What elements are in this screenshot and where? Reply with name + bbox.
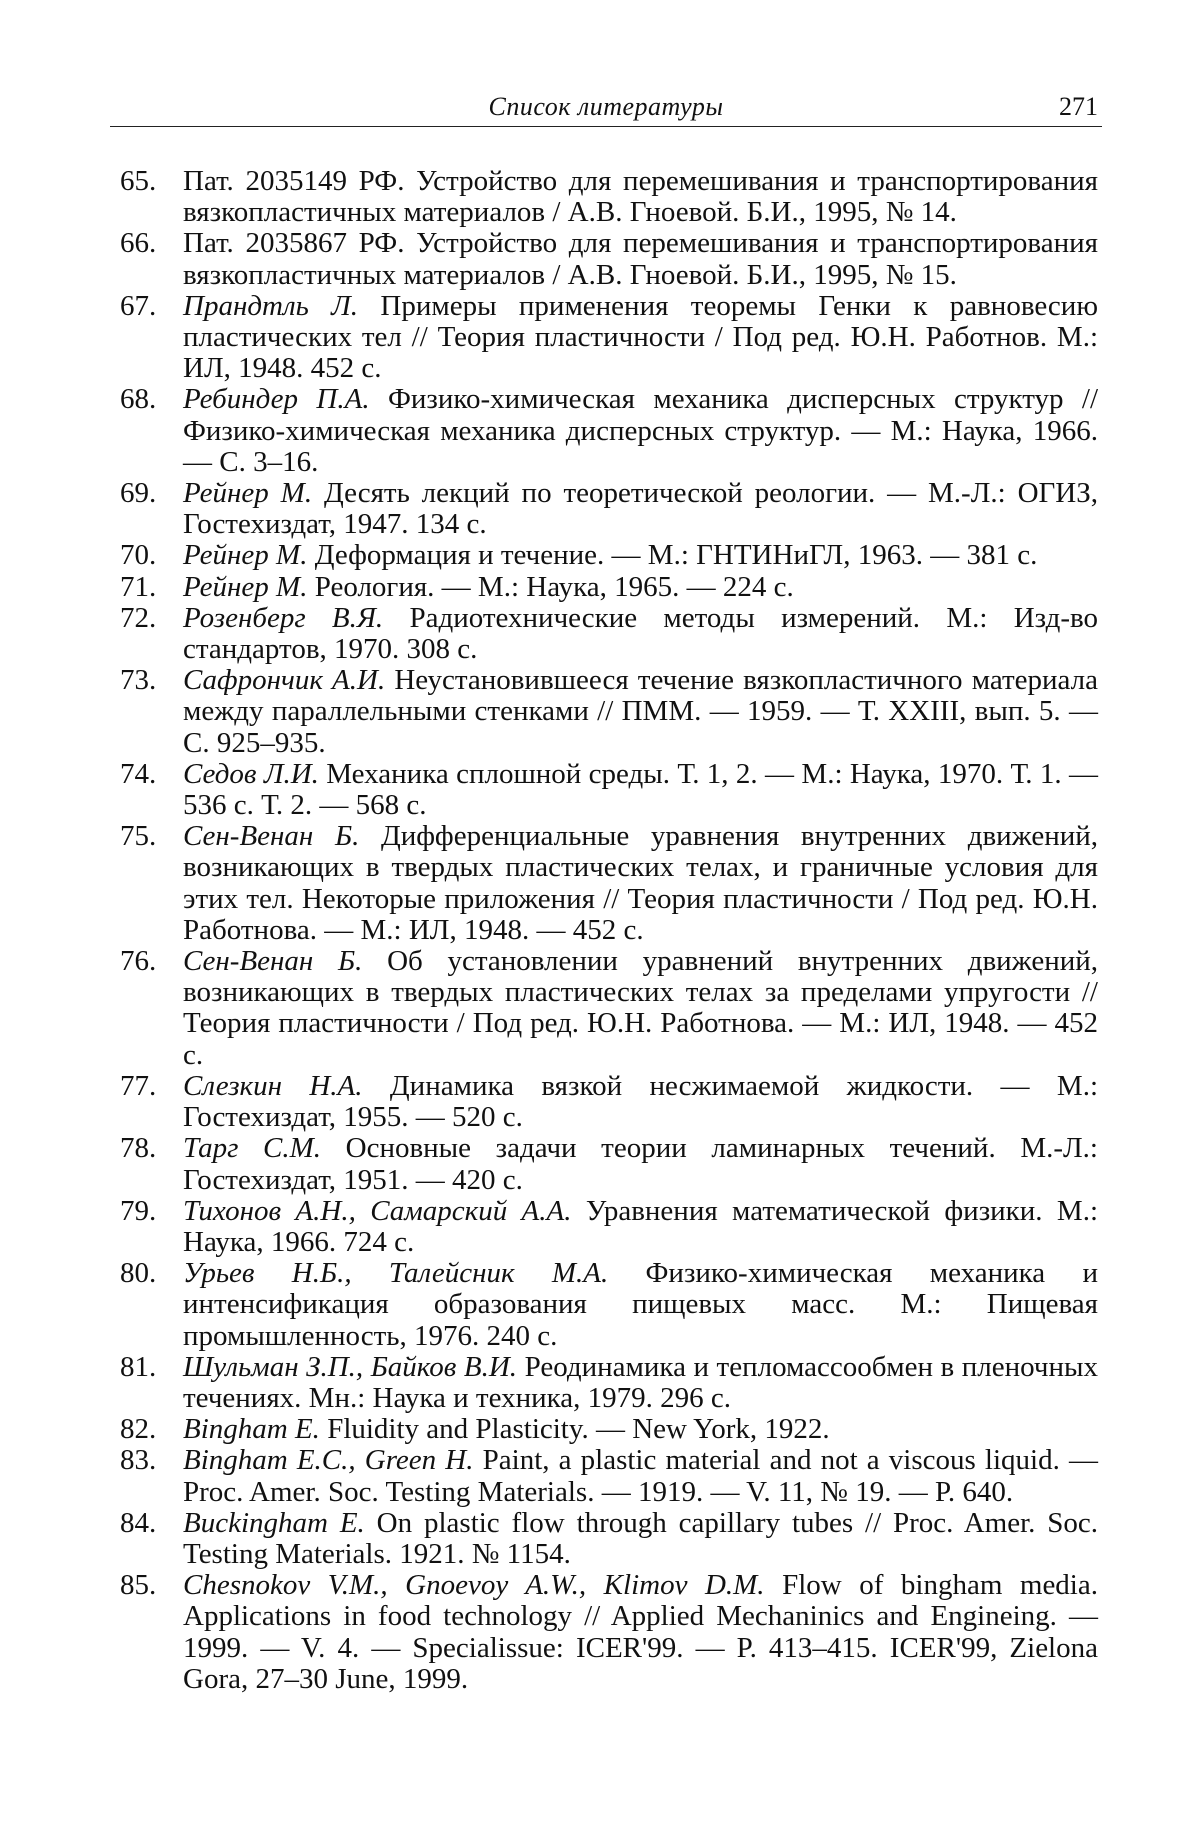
reference-text: Радиотехнические методы измерений. М.: Изд-во стандартов, 1970. 308 с.: [183, 601, 1098, 666]
reference-author: Рейнер М.: [183, 570, 308, 603]
reference-number: 81.: [120, 1350, 157, 1383]
reference-number: 71.: [120, 570, 157, 603]
reference-text: Реодинамика и тепломассообмен в пленочных течениях. Мн.: Наука и техника, 1979. 296 с.: [183, 1350, 1098, 1414]
reference-item: [120, 572, 1098, 603]
reference-number: 76.: [120, 945, 157, 978]
reference-author: Сен-Венан Б.: [183, 945, 363, 978]
reference-number: 82.: [120, 1413, 157, 1446]
reference-text: Неустановившееся течение вязкопластичного материала между параллельными стенками // ПММ. — 1959. — Т. XXIII, вып. 5. — С. 925–935.: [183, 664, 1098, 759]
reference-author: Рейнер М.: [183, 477, 313, 510]
reference-number: 80.: [120, 1257, 157, 1290]
reference-item: [120, 1508, 1098, 1570]
reference-number: 72.: [120, 601, 157, 634]
reference-text: Дифференциальные уравнения внутренних движений, возникающих в твердых пластических телах, и граничные условия для этих тел. Некоторые приложения // Теория пластичности / Под ред. Ю.Н. Работнова. — М.: ИЛ, 1948. — 452 с.: [183, 820, 1098, 946]
reference-author: Ребиндер П.А.: [183, 383, 370, 416]
reference-text: Деформация и течение. — М.: ГНТИНиГЛ, 1963. — 381 с.: [307, 539, 1038, 572]
reference-author: Buckingham E.: [183, 1506, 365, 1539]
reference-item: [120, 1258, 1098, 1352]
reference-text: Fluidity and Plasticity. — New York, 1922.: [319, 1413, 830, 1446]
reference-item: [120, 228, 1098, 290]
reference-number: 65.: [120, 165, 157, 197]
page-number: 271: [1059, 92, 1098, 121]
reference-number: 85.: [120, 1569, 157, 1602]
page-header: [110, 88, 1102, 127]
reference-author: Тихонов А.Н., Самарский А.А.: [183, 1194, 572, 1227]
reference-author: Прандтль Л.: [183, 289, 359, 322]
reference-item: [120, 1196, 1098, 1258]
reference-author: Сафрончик А.И.: [183, 664, 386, 697]
reference-item: [120, 946, 1098, 1071]
reference-author: Розенберг В.Я.: [183, 601, 384, 634]
reference-number: 74.: [120, 757, 157, 790]
reference-item: [120, 1414, 1098, 1445]
reference-text: Реология. — М.: Наука, 1965. — 224 с.: [307, 570, 794, 603]
reference-number: 77.: [120, 1069, 157, 1102]
reference-number: 75.: [120, 820, 157, 853]
reference-item: [120, 821, 1098, 946]
reference-author: Chesnokov V.M., Gnoevoy A.W., Klimov D.M.: [183, 1569, 765, 1602]
reference-text: Об установлении уравнений внутренних движений, возникающих в твердых пластических телах за пределами упругости // Теория пластичности / Под ред. Ю.Н. Работнова. — М.: ИЛ, 1948. — 452 с.: [183, 945, 1099, 1071]
reference-item: [120, 291, 1098, 385]
reference-text: Пат. 2035867 РФ. Устройство для перемешивания и транспортирования вязкопластичных материалов / А.В. Гноевой. Б.И., 1995, № 15.: [183, 227, 1098, 291]
reference-text: Физико-химическая механика и интенсификация образования пищевых масс. М.: Пищевая промышленность, 1976. 240 с.: [183, 1257, 1098, 1352]
reference-text: Flow of bingham media. Applications in food technology // Applied Mechaninics and Engineing. — 1999. — V. 4. — Specialissue: ICER'99. — P. 413–415. ICER'99, Zielona Gora, 27–30 June, 1999.: [183, 1569, 1098, 1695]
reference-number: 68.: [120, 383, 157, 416]
reference-list: [120, 166, 1098, 1695]
reference-author: Шульман З.П., Байков В.И.: [183, 1350, 518, 1383]
reference-number: 69.: [120, 477, 157, 510]
reference-author: Урьев Н.Б., Талейсник М.А.: [183, 1257, 609, 1290]
reference-author: Слезкин Н.А.: [183, 1069, 363, 1102]
reference-author: Тарг С.М.: [183, 1132, 322, 1165]
reference-item: [120, 1445, 1098, 1507]
reference-author: Рейнер М.: [183, 539, 308, 572]
reference-text: Физико-химическая механика дисперсных структур // Физико-химическая механика дисперсных структур. — М.: Наука, 1966. — С. 3–16.: [183, 383, 1098, 478]
reference-text: Примеры применения теоремы Генки к равновесию пластических тел // Теория пластичности / Под ред. Ю.Н. Работнов. М.: ИЛ, 1948. 452 с.: [183, 289, 1098, 385]
reference-text: Десять лекций по теоретической реологии. — М.-Л.: ОГИЗ, Гостехиздат, 1947. 134 с.: [183, 477, 1098, 541]
reference-text: Пат. 2035149 РФ. Устройство для перемешивания и транспортирования вязкопластичных материалов / А.В. Гноевой. Б.И., 1995, № 14.: [183, 165, 1098, 229]
reference-number: 66.: [120, 227, 157, 260]
reference-number: 73.: [120, 664, 157, 697]
reference-item: [120, 1570, 1098, 1695]
reference-item: [120, 540, 1098, 571]
reference-author: Седов Л.И.: [183, 757, 319, 790]
reference-number: 84.: [120, 1506, 157, 1539]
reference-item: [120, 384, 1098, 478]
reference-author: Bingham E.: [183, 1413, 320, 1446]
reference-item: [120, 478, 1098, 540]
reference-number: 78.: [120, 1132, 157, 1165]
reference-text: Динамика вязкой несжимаемой жидкости. — М.: Гостехиздат, 1955. — 520 с.: [183, 1069, 1098, 1134]
reference-text: Основные задачи теории ламинарных течений. М.-Л.: Гостехиздат, 1951. — 420 с.: [183, 1132, 1098, 1196]
reference-item: [120, 1071, 1098, 1133]
reference-text: Paint, a plastic material and not a viscous liquid. — Proc. Amer. Soc. Testing Materials. — 1919. — V. 11, № 19. — P. 640.: [183, 1444, 1098, 1508]
reference-item: [120, 166, 1098, 228]
reference-number: 70.: [120, 539, 157, 572]
reference-item: [120, 759, 1098, 821]
reference-number: 83.: [120, 1444, 157, 1477]
reference-item: [120, 1352, 1098, 1414]
reference-number: 79.: [120, 1194, 157, 1227]
reference-number: 67.: [120, 289, 157, 322]
reference-author: Bingham E.C., Green H.: [183, 1444, 474, 1477]
reference-item: [120, 665, 1098, 759]
reference-text: Уравнения математической физики. М.: Наука, 1966. 724 с.: [183, 1194, 1099, 1258]
reference-author: Сен-Венан Б.: [183, 820, 360, 853]
reference-item: [120, 1133, 1098, 1195]
reference-item: [120, 603, 1098, 665]
reference-text: On plastic flow through capillary tubes // Proc. Amer. Soc. Testing Materials. 1921. № 1154.: [183, 1506, 1098, 1570]
reference-text: Механика сплошной среды. Т. 1, 2. — М.: Наука, 1970. Т. 1. — 536 с. Т. 2. — 568 с.: [183, 757, 1098, 822]
running-title: Список литературы: [488, 92, 724, 121]
